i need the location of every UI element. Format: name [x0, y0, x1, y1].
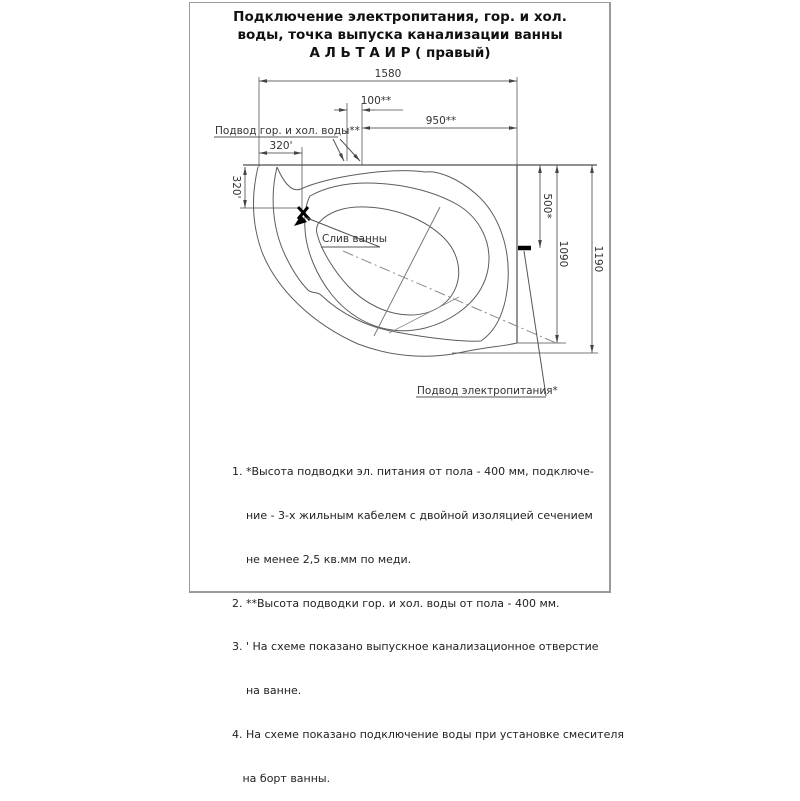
dim-text-500: 500* [541, 193, 553, 219]
note-line: 1. *Высота подводки эл. питания от пола - 400 мм, подключе- [232, 465, 594, 479]
tub-bowl-outer [305, 183, 489, 331]
dim-text-950: 950** [425, 115, 457, 127]
dimension-lines [245, 81, 592, 353]
centerlines [343, 207, 556, 343]
note-line: 2. **Высота подводки гор. и хол. воды от пола - 400 мм. [232, 596, 560, 610]
tub-bowl-inner [317, 207, 459, 315]
wall-lines [243, 165, 597, 343]
dim-text-320h: 320' [269, 140, 293, 152]
dim-text-1190: 1190 [592, 245, 604, 273]
label-drain: Слив ванны [322, 233, 388, 245]
bathtub-contours [254, 167, 517, 356]
power-leader [416, 251, 546, 397]
title-line-3: А Л Ь Т А И Р ( правый) [309, 45, 491, 61]
note-line: не менее 2,5 кв.мм по меди. [232, 552, 412, 566]
note-line: на ванне. [232, 684, 302, 698]
axis-dash-dot-line [343, 251, 556, 343]
note-line: на борт ванны. [232, 771, 331, 785]
label-power-supply: Подвод электропитания* [417, 385, 558, 397]
dim-text-100: 100** [360, 95, 392, 107]
note-line: 3. ' На схеме показано выпускное канализационное отверстие [232, 640, 599, 654]
label-water-supply: Подвод гор. и хол. воды** [215, 125, 360, 137]
title-line-2: воды, точка выпуска канализации ванны [237, 27, 563, 43]
note-line: 4. На схеме показано подключение воды при установке смесителя [232, 727, 625, 741]
dim-text-1090: 1090 [557, 240, 569, 268]
dim-text-320v: 320' [230, 175, 242, 199]
drain-mark [294, 207, 310, 226]
tub-rim-inner-edge [273, 167, 508, 341]
note-line: ние - 3-х жильным кабелем с двойной изоляцией сечением [232, 508, 593, 522]
dim-text-1580: 1580 [374, 68, 402, 80]
title-line-1: Подключение электропитания, гор. и хол. [233, 9, 567, 25]
notes-block [232, 436, 624, 801]
